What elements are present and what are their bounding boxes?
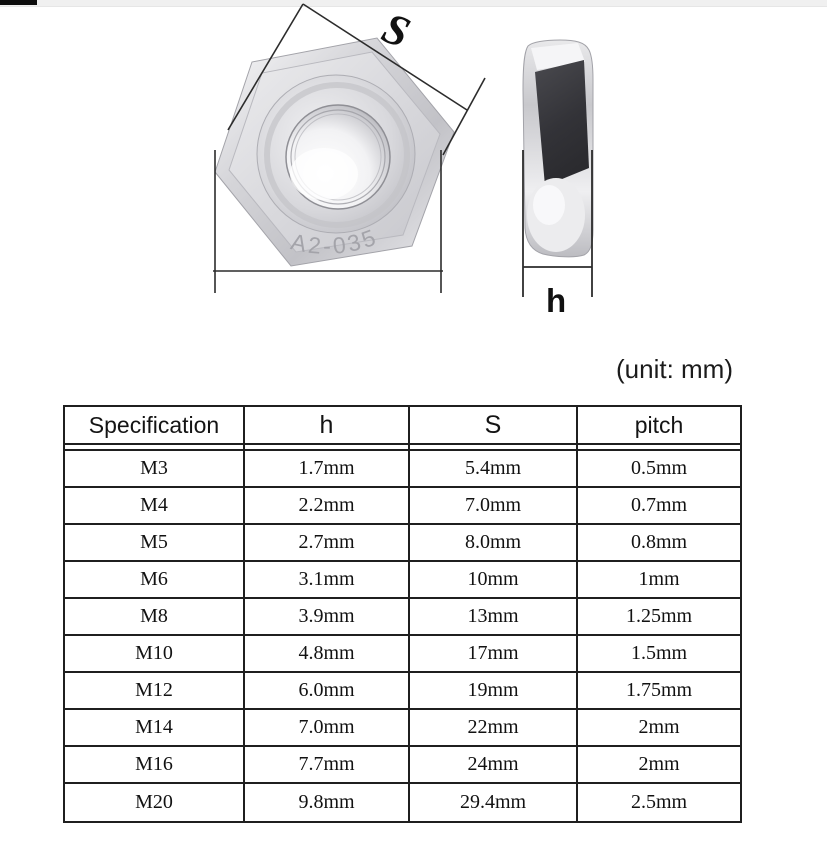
table-cell: 10mm xyxy=(410,562,578,597)
table-cell: 1.5mm xyxy=(630,642,688,664)
side-view-photo xyxy=(523,40,593,257)
table-cell: 2mm xyxy=(638,753,680,775)
table-row xyxy=(65,747,740,784)
table-cell: 2.5mm xyxy=(630,791,688,813)
table-cell: M16 xyxy=(65,747,245,782)
table-cell: 1.25mm xyxy=(625,605,693,627)
table-cell: M10 xyxy=(65,636,245,671)
table-cell: 8.0mm xyxy=(410,525,578,560)
engraving-text: A2-035 xyxy=(288,223,382,260)
table-row xyxy=(65,488,740,525)
table-cell: 0.5mm xyxy=(630,457,688,479)
table-cell: 3.9mm xyxy=(245,599,410,634)
table-cell: 6.0mm xyxy=(245,673,410,708)
table-cell: 7.7mm xyxy=(245,747,410,782)
table-cell: M12 xyxy=(65,673,245,708)
table-header-row xyxy=(65,407,740,445)
unit-note: (unit: mm) xyxy=(616,354,733,384)
s-extension-line-right xyxy=(443,78,485,155)
table-row xyxy=(65,451,740,488)
table-cell: 0.8mm xyxy=(630,531,688,553)
table-cell: 7.0mm xyxy=(410,488,578,523)
table-cell: M4 xyxy=(65,488,245,523)
table-cell: M3 xyxy=(65,451,245,486)
table-cell: M8 xyxy=(65,599,245,634)
table-cell: 1.7mm xyxy=(245,451,410,486)
table-row xyxy=(65,710,740,747)
table-cell: 2mm xyxy=(638,716,680,738)
header-pitch: pitch xyxy=(634,411,684,438)
table-cell: 2.7mm xyxy=(245,525,410,560)
table-row xyxy=(65,599,740,636)
table-row xyxy=(65,562,740,599)
table-cell: 29.4mm xyxy=(410,784,578,821)
table-cell: 3.1mm xyxy=(245,562,410,597)
header-h: h xyxy=(245,407,410,443)
table-cell: 13mm xyxy=(410,599,578,634)
table-row xyxy=(65,673,740,710)
table-cell: M20 xyxy=(65,784,245,821)
table-cell: 2.2mm xyxy=(245,488,410,523)
table-cell: 1mm xyxy=(638,568,680,590)
table-cell: 0.7mm xyxy=(630,494,688,516)
spec-table xyxy=(63,405,742,823)
side-bottom-gloss xyxy=(533,185,565,225)
table-cell: 1.75mm xyxy=(625,679,693,701)
nut-figure xyxy=(0,0,827,345)
table-row xyxy=(65,784,740,821)
table-cell: M5 xyxy=(65,525,245,560)
table-cell: 17mm xyxy=(410,636,578,671)
s-label: S xyxy=(375,2,417,58)
header-specification: Specification xyxy=(65,407,245,443)
h-label: h xyxy=(546,282,567,319)
table-cell: 9.8mm xyxy=(245,784,410,821)
table-cell: 4.8mm xyxy=(245,636,410,671)
table-cell: M14 xyxy=(65,710,245,745)
table-cell: M6 xyxy=(65,562,245,597)
header-s: S xyxy=(410,407,578,443)
table-cell: 5.4mm xyxy=(410,451,578,486)
table-cell: 22mm xyxy=(410,710,578,745)
hole-highlight xyxy=(290,148,358,200)
table-cell: 24mm xyxy=(410,747,578,782)
table-cell: 19mm xyxy=(410,673,578,708)
table-cell: 7.0mm xyxy=(245,710,410,745)
table-row xyxy=(65,636,740,673)
front-view-photo xyxy=(215,38,454,266)
table-row xyxy=(65,525,740,562)
